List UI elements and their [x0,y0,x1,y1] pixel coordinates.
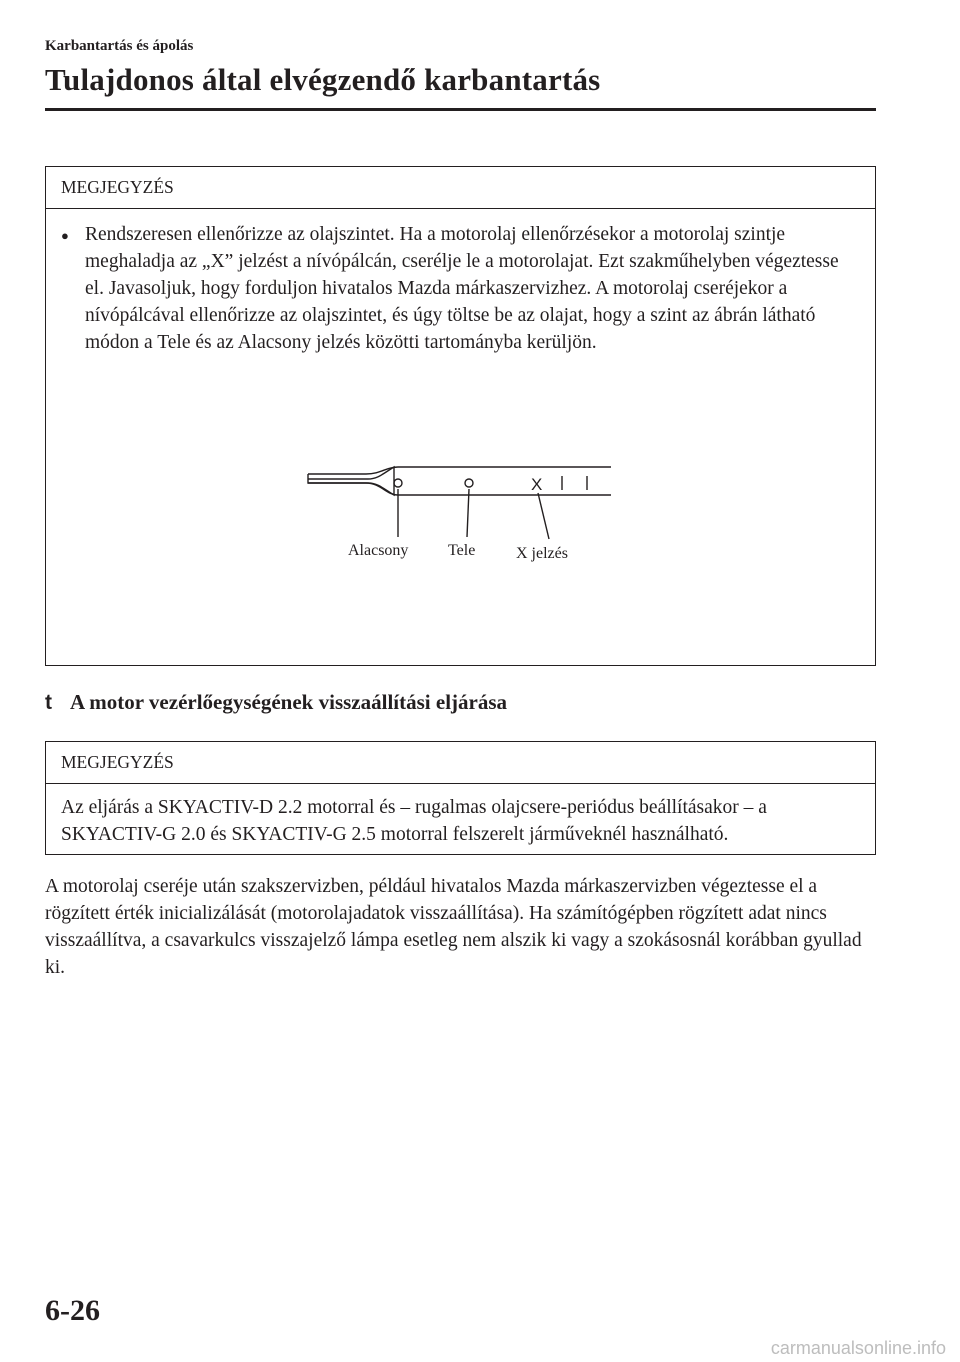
full-mark-icon [465,479,473,487]
page-title: Tulajdonos által elvégzendő karbantartás [45,62,601,97]
low-mark-icon [394,479,402,487]
leader-x [538,493,549,539]
dipstick-x-mark: X [531,475,543,494]
note-heading: MEGJEGYZÉS [46,742,875,784]
subsection-marker: t [45,691,52,714]
note-heading: MEGJEGYZÉS [46,167,875,209]
title-divider [45,108,876,111]
leader-full [467,489,469,537]
note-text: Rendszeresen ellenőrizze az olajszintet. Ha a motorolaj ellenőrzésekor a motorolaj szintje meghaladja az „X” jelzést a nívópálcán, cserélje le a motorolajat. Ezt szakműhelyben végeztesse el. Javasoljuk, hogy forduljon hivatalos Mazda márkaszervizhez. A motorolaj cseréjekor a nívópálcával ellenőrizze az olajszintet, és úgy töltse be az olajat, hogy a szint az ábrán látható módon a Tele és az Alacsony jelzés közötti tartományba kerüljön. [85,224,839,353]
section-label: Karbantartás és ápolás [45,38,194,54]
note-text: Az eljárás a SKYACTIV-D 2.2 motorral és – rugalmas olajcsere-periódus beállításakor – a SKYACTIV-G 2.0 és SKYACTIV-G 2.5 motorral felszerelt járműveknél használható. [61,797,767,845]
note-box-oil-level [45,166,876,666]
page-number: 6-26 [45,1294,100,1327]
watermark: carmanualsonline.info [770,1338,946,1358]
label-low: Alacsony [348,542,409,559]
dipstick-blade-top [308,467,611,474]
subsection-heading [45,690,507,715]
label-full: Tele [448,542,476,559]
bullet-icon: ● [61,228,69,243]
note-box-engine-reset [45,741,876,855]
dipstick-blade-bottom [308,483,611,495]
subsection-title: A motor vezérlőegységének visszaállítási eljárása [70,690,508,714]
label-x-mark: X jelzés [516,545,568,562]
dipstick-diagram [46,167,875,664]
body-paragraph: A motorolaj cseréje után szakszervizben, például hivatalos Mazda márkaszervizben végeztesse el a rögzített érték inicializálását (motorolajadatok visszaállítása). Ha számítógépben rögzített adat nincs visszaállítva, a csavarkulcs visszajelző lámpa esetleg nem alszik ki vagy a szokásosnál korábban gyullad ki. [45,876,862,978]
note-body [46,784,875,848]
